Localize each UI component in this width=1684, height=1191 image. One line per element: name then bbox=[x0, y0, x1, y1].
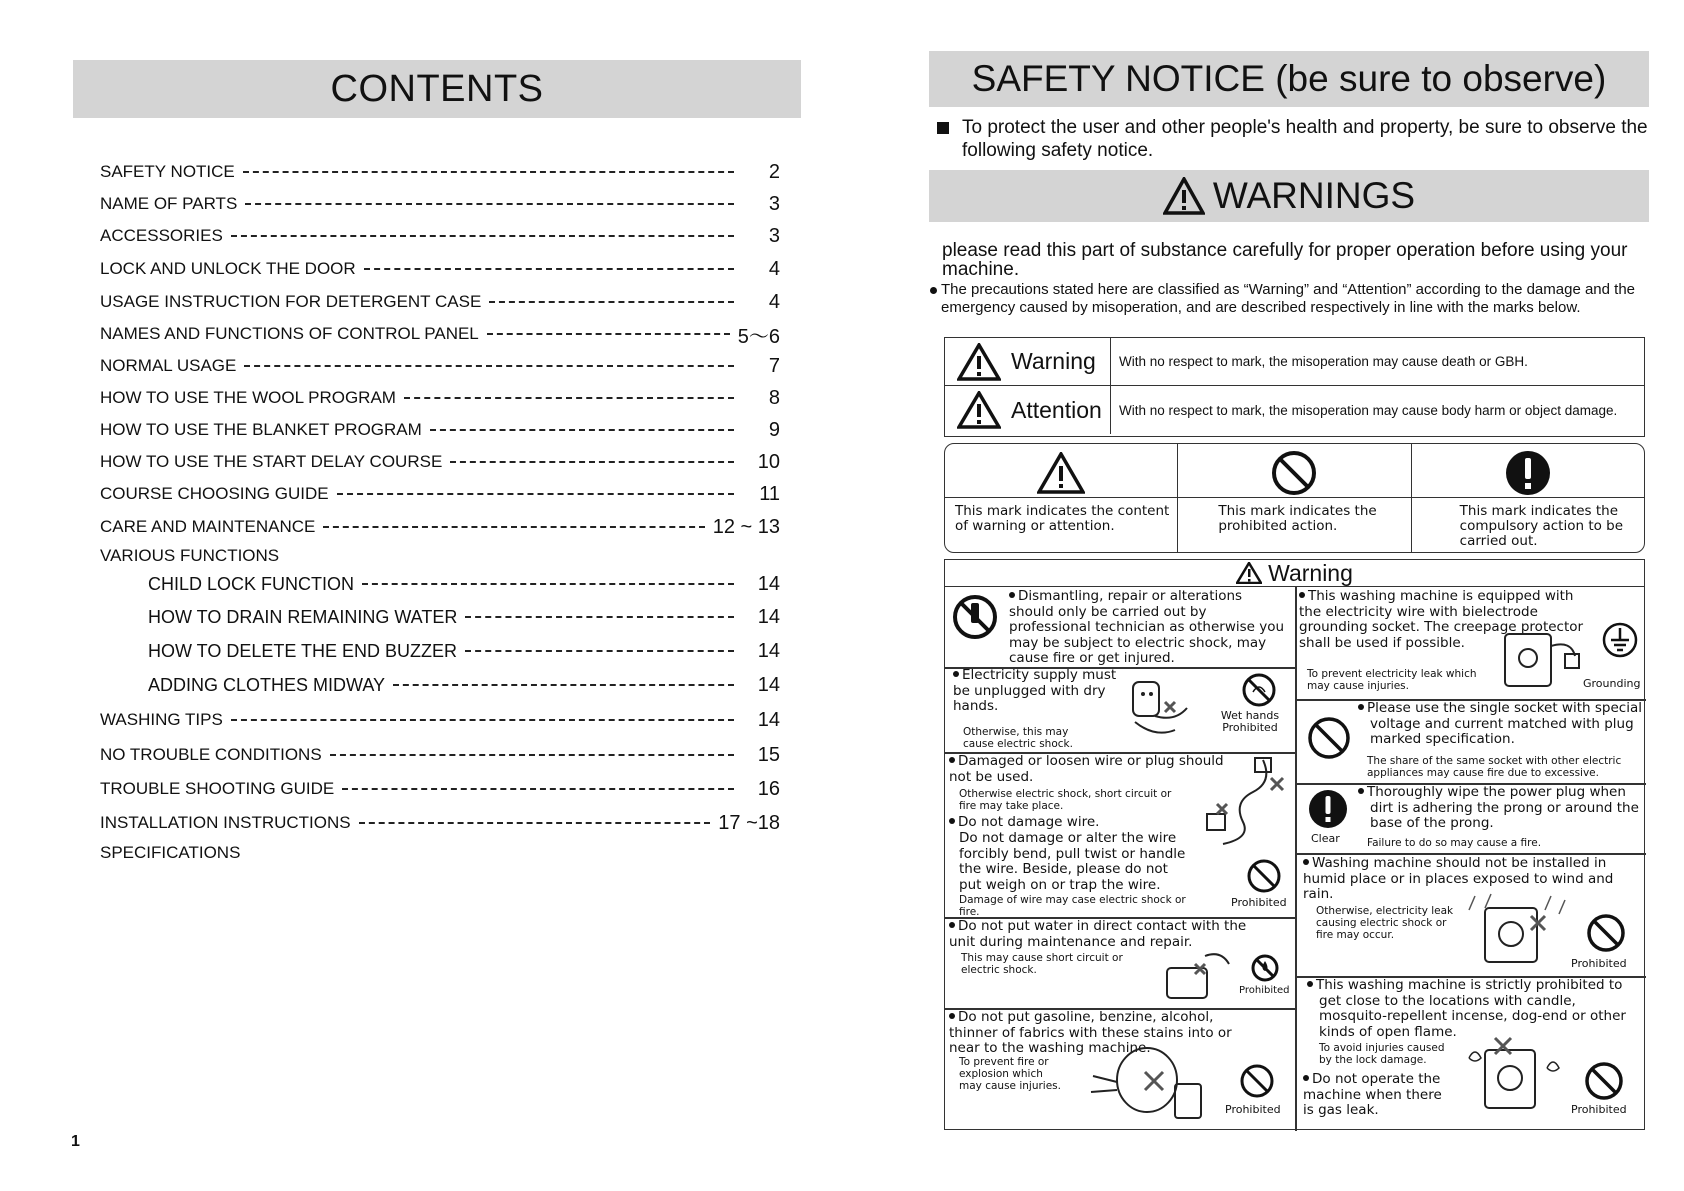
compulsory-icon bbox=[1504, 449, 1552, 497]
prohibited-icon bbox=[1586, 913, 1626, 953]
warnings-title: WARNINGS bbox=[1212, 175, 1416, 216]
dot-leader bbox=[489, 301, 734, 303]
warning-note: Damage of wire may case electric shock or fire. bbox=[959, 894, 1186, 918]
toc-item-page: 4 bbox=[768, 257, 780, 280]
toc-item-page: 14 bbox=[757, 605, 780, 628]
warning-item: Do not damage wire. bbox=[949, 815, 1179, 831]
dot-leader bbox=[465, 650, 734, 652]
wet-hands-prohibited-icon bbox=[1241, 672, 1277, 708]
mark-warning bbox=[945, 444, 1178, 552]
grounding-label: Grounding bbox=[1583, 677, 1641, 690]
toc-item[interactable] bbox=[100, 257, 780, 281]
dot-leader bbox=[362, 583, 734, 585]
dot-leader bbox=[323, 526, 704, 528]
toc-item-page: 7 bbox=[768, 354, 780, 377]
read-instruction: please read this part of substance carefully for proper operation before using your machine. bbox=[942, 240, 1628, 280]
toc-item[interactable] bbox=[100, 743, 780, 767]
square-bullet-icon bbox=[937, 122, 949, 134]
warning-item: This washing machine is equipped with the electricity wire with bielectrode grounding socket. The creepage protector shall be used if possible. bbox=[1299, 588, 1584, 651]
warning-note: To prevent electricity leak which may cause injuries. bbox=[1307, 668, 1477, 692]
toc-item-page: 11 bbox=[759, 482, 780, 505]
prohibited-icon bbox=[1246, 858, 1282, 894]
warning-note: Otherwise electric shock, short circuit or fire may take place. bbox=[959, 788, 1172, 812]
toc-item-page: 14 bbox=[757, 639, 780, 662]
severity-legend bbox=[944, 337, 1645, 437]
warning-triangle-icon bbox=[957, 391, 1001, 429]
toc-item-title: ACCESSORIES bbox=[100, 226, 223, 245]
mark-compulsory bbox=[1412, 444, 1644, 552]
toc-item[interactable] bbox=[100, 515, 780, 539]
warning-triangle-icon bbox=[1037, 452, 1085, 494]
warning-item: This washing machine is strictly prohibited to get close to the locations with candle, mosquito-repellent incense, dog-end or other kinds of open flame. bbox=[1313, 978, 1643, 1040]
warning-item: Damaged or loosen wire or plug should not be used. bbox=[949, 753, 1224, 785]
dot-leader bbox=[342, 788, 734, 790]
dot-leader bbox=[393, 684, 734, 686]
dot-leader bbox=[231, 719, 734, 721]
no-dismantling-icon bbox=[951, 593, 999, 641]
toc-item-page: 9 bbox=[768, 418, 780, 441]
warning-item-body: Do not damage or alter the wire forcibly bend, pull twist or handle the wire. Beside, please do not put weigh on or trap the wire. bbox=[959, 830, 1186, 893]
dot-leader bbox=[487, 333, 730, 335]
grounding-icon bbox=[1602, 622, 1638, 658]
no-water-icon bbox=[1250, 953, 1280, 983]
mark-explanations bbox=[944, 443, 1645, 553]
clear-label: Clear bbox=[1311, 832, 1340, 845]
mark-text: This mark indicates the prohibited action. bbox=[1218, 503, 1377, 534]
dot-leader bbox=[364, 268, 734, 270]
dot-leader bbox=[430, 429, 734, 431]
dot-leader bbox=[465, 616, 734, 618]
toc-item[interactable] bbox=[100, 841, 780, 865]
warning-item: Do not put gasoline, benzine, alcohol, thinner of fabrics with these stains into or near to the washing machine. bbox=[949, 1009, 1232, 1056]
dot-leader bbox=[231, 235, 734, 237]
warning-note: This may cause short circuit or electric shock. bbox=[961, 952, 1123, 976]
water-spray-illustration bbox=[1155, 946, 1235, 1006]
toc-item-page: 8 bbox=[768, 386, 780, 409]
toc-section-title: VARIOUS FUNCTIONS bbox=[100, 546, 280, 565]
toc-item[interactable] bbox=[100, 160, 780, 184]
warning-item: Do not put water in direct contact with the unit during maintenance and repair. bbox=[949, 918, 1247, 950]
toc-item[interactable] bbox=[100, 418, 780, 442]
warning-item: Washing machine should not be installed in humid place or in places exposed to wind and rain. bbox=[1303, 855, 1614, 902]
toc-item-page: 10 bbox=[757, 450, 780, 473]
legend-label: Attention bbox=[1011, 396, 1102, 423]
safety-notice-title: SAFETY NOTICE (be sure to observe) bbox=[929, 51, 1649, 107]
toc-item-page: 14 bbox=[757, 673, 780, 696]
toc-item[interactable] bbox=[100, 354, 780, 378]
toc-item[interactable] bbox=[148, 605, 780, 629]
dot-leader bbox=[359, 822, 711, 824]
warning-triangle-icon bbox=[957, 343, 1001, 381]
toc-item[interactable] bbox=[100, 290, 780, 314]
bullet-icon bbox=[930, 287, 937, 294]
toc-item-title: COURSE CHOOSING GUIDE bbox=[100, 484, 329, 503]
warning-box bbox=[944, 559, 1645, 1130]
plug-hand-illustration bbox=[1125, 672, 1195, 742]
toc-item[interactable] bbox=[100, 482, 780, 506]
prohibited-label: Prohibited bbox=[1239, 985, 1290, 996]
toc-item-title: INSTALLATION INSTRUCTIONS bbox=[100, 813, 351, 832]
precaution-text: The precautions stated here are classified as “Warning” and “Attention” according to the damage and the emergency caused by misoperation, and are described respectively in line with the marks below. bbox=[941, 281, 1636, 316]
toc-item[interactable] bbox=[148, 639, 780, 663]
dot-leader bbox=[245, 203, 734, 205]
toc-item-page: 14 bbox=[757, 708, 780, 731]
warning-item: Thoroughly wipe the power plug when dirt is adhering the prong or around the base of the prong. bbox=[1370, 785, 1645, 832]
warning-triangle-icon bbox=[1236, 562, 1262, 584]
toc-item-title: WASHING TIPS bbox=[100, 710, 223, 729]
toc-item-title: NAMES AND FUNCTIONS OF CONTROL PANEL bbox=[100, 324, 479, 343]
toc-item-title: CARE AND MAINTENANCE bbox=[100, 517, 316, 536]
prohibited-icon bbox=[1239, 1063, 1275, 1099]
warning-note: Failure to do so may cause a fire. bbox=[1367, 837, 1542, 849]
toc-item-page: 2 bbox=[768, 160, 780, 183]
compulsory-icon bbox=[1307, 788, 1349, 830]
toc-item-page: 3 bbox=[768, 224, 780, 247]
contents-title: CONTENTS bbox=[73, 60, 801, 118]
dot-leader bbox=[337, 493, 734, 495]
damaged-wire-illustration bbox=[1193, 752, 1293, 852]
mark-text: This mark indicates the compulsory action to be carried out. bbox=[1459, 503, 1624, 549]
toc-item-title: SAFETY NOTICE bbox=[100, 162, 235, 181]
legend-label: Warning bbox=[1011, 348, 1096, 374]
toc-item-page: 4 bbox=[768, 290, 780, 313]
warning-triangle-icon bbox=[1163, 177, 1205, 215]
toc-item-title: HOW TO USE THE BLANKET PROGRAM bbox=[100, 420, 422, 439]
toc-item[interactable] bbox=[100, 708, 780, 732]
prohibited-label: Prohibited bbox=[1571, 1103, 1627, 1116]
warning-note: Otherwise, electricity leak causing electric shock or fire may occur. bbox=[1316, 905, 1454, 941]
safety-intro-text: To protect the user and other people's health and property, be sure to observe the following safety notice. bbox=[962, 117, 1648, 161]
toc-item-title: HOW TO USE THE START DELAY COURSE bbox=[100, 452, 443, 471]
dot-leader bbox=[244, 365, 734, 367]
warning-box-title: Warning bbox=[945, 560, 1644, 587]
warning-item: Please use the single socket with special voltage and current matched with plug marked specification. bbox=[1370, 701, 1645, 748]
toc-item[interactable] bbox=[100, 450, 780, 474]
precaution-note bbox=[930, 281, 1650, 317]
rain-washer-illustration bbox=[1461, 890, 1581, 970]
warning-note: The share of the same socket with other electric appliances may cause fire due to excessive. bbox=[1367, 755, 1622, 779]
warning-note: To avoid injuries caused by the lock damage. bbox=[1319, 1042, 1445, 1066]
open-flame-illustration bbox=[1455, 1028, 1575, 1118]
legend-row-attention bbox=[945, 386, 1644, 434]
legend-row-warning bbox=[945, 338, 1644, 386]
warning-item: Dismantling, repair or alterations should only be carried out by professional technician as otherwise you may be subject to electric shock, may cause fire or get injured. bbox=[1009, 588, 1285, 666]
toc-item[interactable] bbox=[100, 386, 780, 410]
toc-item-page: 12 ~ 13 bbox=[712, 515, 780, 538]
toc-item[interactable] bbox=[100, 192, 780, 216]
toc-item[interactable] bbox=[100, 322, 780, 346]
toc-item-title: HOW TO DRAIN REMAINING WATER bbox=[148, 606, 458, 627]
toc-item-title: ADDING CLOTHES MIDWAY bbox=[148, 674, 386, 695]
washer-grounding-illustration bbox=[1475, 616, 1583, 696]
toc-item-title: HOW TO USE THE WOOL PROGRAM bbox=[100, 388, 396, 407]
dot-leader bbox=[450, 461, 734, 463]
dot-leader bbox=[404, 397, 734, 399]
toc-item-page: 5～6 bbox=[737, 325, 780, 348]
toc-item-page: 15 bbox=[757, 743, 780, 766]
toc-item-title: TROUBLE SHOOTING GUIDE bbox=[100, 779, 335, 798]
warnings-header bbox=[929, 170, 1649, 222]
prohibited-icon bbox=[1584, 1061, 1624, 1101]
toc-item-title: LOCK AND UNLOCK THE DOOR bbox=[100, 259, 356, 278]
toc-item-title: NAME OF PARTS bbox=[100, 194, 238, 213]
toc-item-title: USAGE INSTRUCTION FOR DETERGENT CASE bbox=[100, 292, 482, 311]
warning-item: Electricity supply must be unplugged with dry hands. bbox=[953, 667, 1117, 714]
gasoline-illustration bbox=[1085, 1036, 1215, 1124]
page-number: 1 bbox=[71, 1133, 80, 1150]
wet-hands-label: Wet hands Prohibited bbox=[1220, 709, 1280, 734]
prohibited-icon bbox=[1270, 449, 1318, 497]
prohibited-label: Prohibited bbox=[1231, 896, 1287, 909]
toc-item[interactable] bbox=[148, 572, 780, 596]
toc-item[interactable] bbox=[100, 811, 780, 835]
toc-item-page: 14 bbox=[757, 572, 780, 595]
dot-leader bbox=[330, 754, 734, 756]
toc-item-title: NO TROUBLE CONDITIONS bbox=[100, 745, 322, 764]
prohibited-label: Prohibited bbox=[1225, 1103, 1281, 1116]
toc-item-title: CHILD LOCK FUNCTION bbox=[148, 573, 355, 594]
prohibited-label: Prohibited bbox=[1571, 957, 1627, 970]
dot-leader bbox=[243, 171, 734, 173]
toc-item-title: NORMAL USAGE bbox=[100, 356, 237, 375]
toc-item-title: SPECIFICATIONS bbox=[100, 843, 241, 862]
safety-intro bbox=[937, 116, 1652, 162]
mark-text: This mark indicates the content of warning or attention. bbox=[955, 503, 1170, 534]
legend-text: With no respect to mark, the misoperation may cause body harm or object damage. bbox=[1119, 402, 1618, 418]
toc-item-page: 17 ~18 bbox=[718, 811, 780, 834]
toc-item-page: 3 bbox=[768, 192, 780, 215]
toc-item-page: 16 bbox=[757, 777, 780, 800]
toc-item[interactable] bbox=[100, 777, 780, 801]
toc-item[interactable] bbox=[148, 673, 780, 697]
prohibited-icon bbox=[1307, 716, 1351, 760]
toc-item[interactable] bbox=[100, 224, 780, 248]
legend-text: With no respect to mark, the misoperation may cause death or GBH. bbox=[1119, 354, 1528, 369]
warning-note: Otherwise, this may cause electric shock. bbox=[963, 726, 1073, 750]
mark-prohibited bbox=[1178, 444, 1411, 552]
warning-note: To prevent fire or explosion which may cause injuries. bbox=[959, 1056, 1061, 1092]
toc-section[interactable] bbox=[100, 544, 780, 568]
toc-item-title: HOW TO DELETE THE END BUZZER bbox=[148, 640, 458, 661]
warning-item: Do not operate the machine when there is gas leak. bbox=[1303, 1071, 1442, 1118]
